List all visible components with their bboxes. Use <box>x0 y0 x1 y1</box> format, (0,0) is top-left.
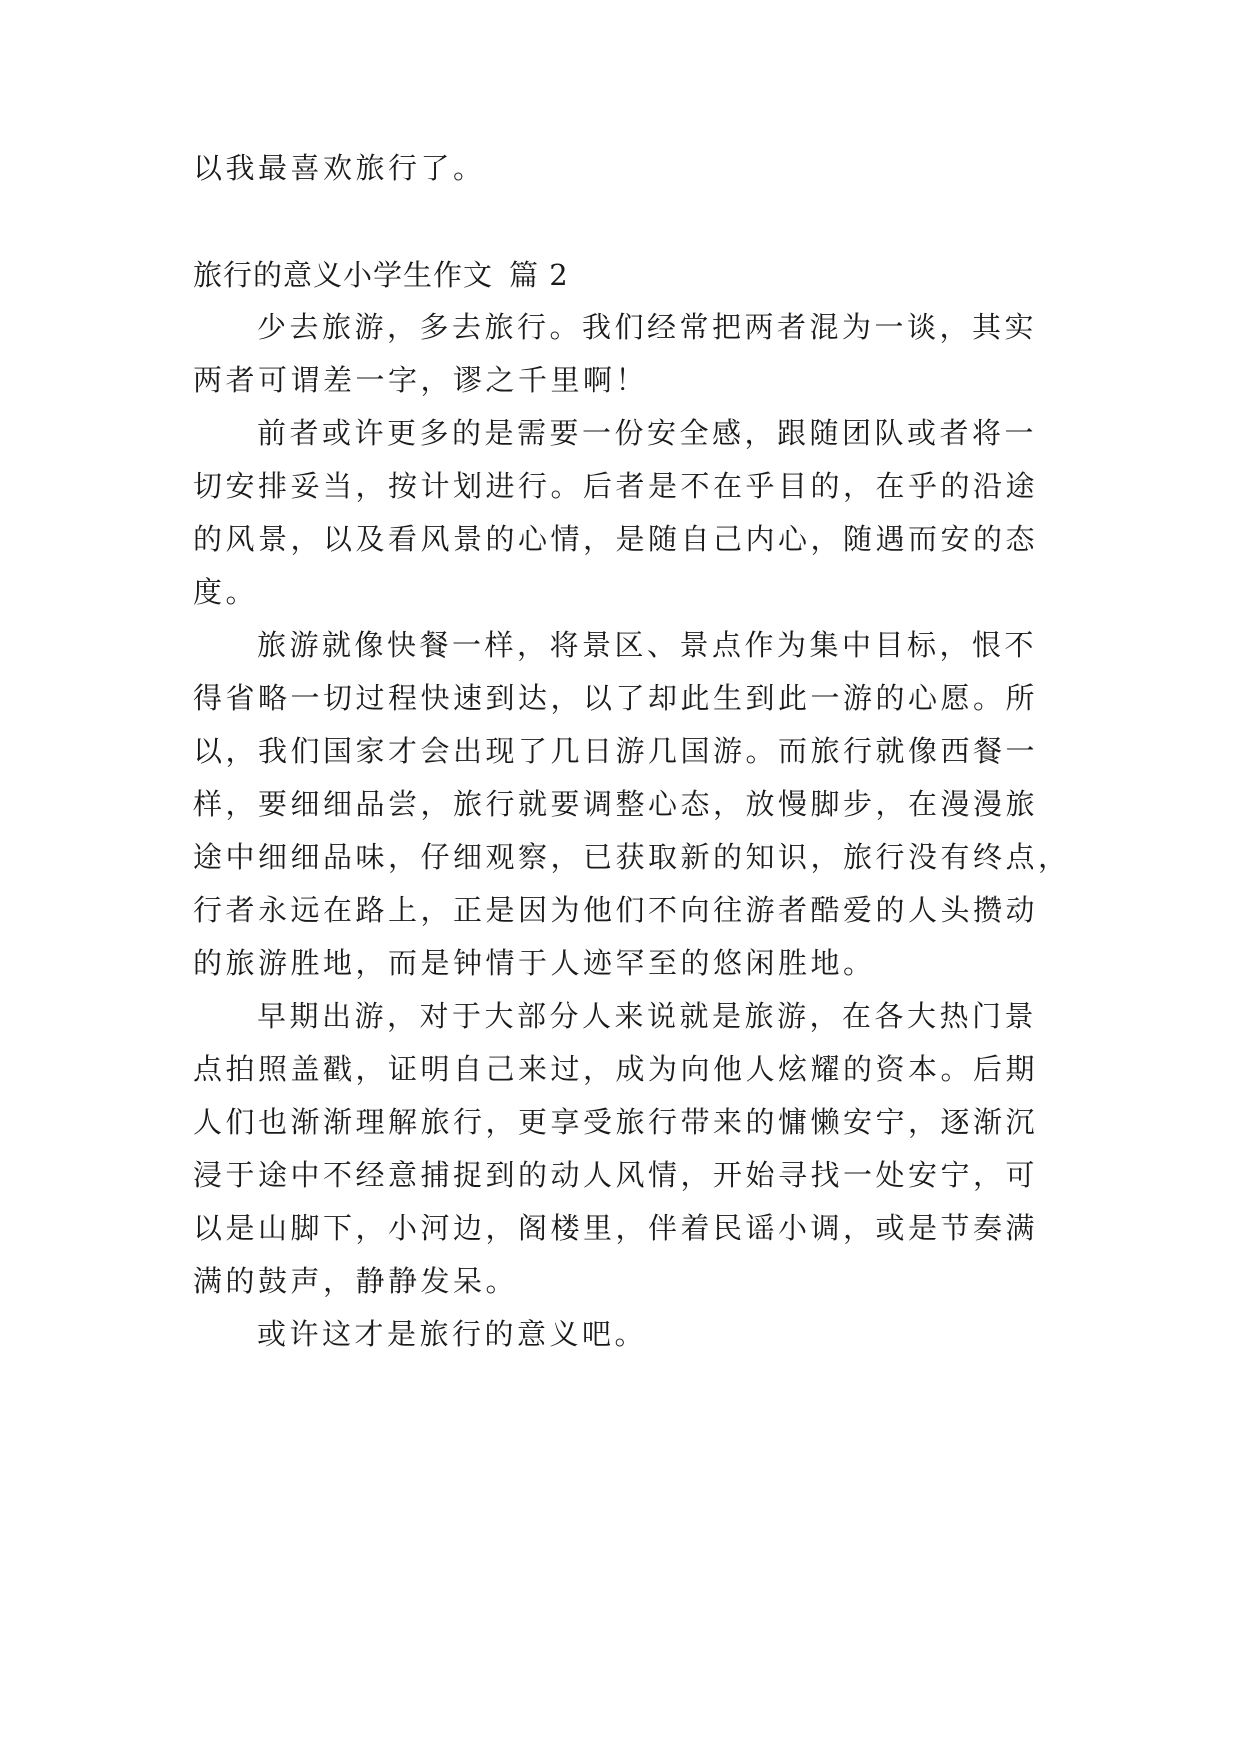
paragraph-line: 的风景，以及看风景的心情，是随自己内心，随遇而安的态 <box>193 522 1039 556</box>
paragraph-line: 两者可谓差一字，谬之千里啊！ <box>193 363 649 397</box>
paragraph-line: 得省略一切过程快速到达，以了却此生到此一游的心愿。所 <box>193 681 1039 715</box>
paragraph-line: 人们也渐渐理解旅行，更享受旅行带来的慵懒安宁，逐渐沉 <box>193 1105 1039 1139</box>
heading-number: 篇 2 <box>509 258 569 292</box>
heading-title: 旅行的意义小学生作文 <box>193 258 494 292</box>
paragraph-line: 途中细细品味，仔细观察，已获取新的知识，旅行没有终点， <box>193 840 1071 874</box>
paragraph-line: 以，我们国家才会出现了几日游几国游。而旅行就像西餐一 <box>193 734 1039 768</box>
paragraph-line: 浸于途中不经意捕捉到的动人风情，开始寻找一处安宁，可 <box>193 1158 1039 1192</box>
paragraph-line: 点拍照盖戳，证明自己来过，成为向他人炫耀的资本。后期 <box>193 1052 1039 1086</box>
paragraph-line: 早期出游，对于大部分人来说就是旅游，在各大热门景 <box>257 999 1038 1033</box>
paragraph-line: 的旅游胜地，而是钟情于人迹罕至的悠闲胜地。 <box>193 946 876 980</box>
paragraph-line: 行者永远在路上，正是因为他们不向往游者酷爱的人头攒动 <box>193 893 1039 927</box>
paragraph-line: 满的鼓声，静静发呆。 <box>193 1264 519 1298</box>
paragraph-line: 少去旅游，多去旅行。我们经常把两者混为一谈，其实 <box>257 310 1038 344</box>
section-heading <box>193 255 569 295</box>
paragraph-line: 度。 <box>193 575 259 609</box>
paragraph-line: 前者或许更多的是需要一份安全感，跟随团队或者将一 <box>257 416 1038 450</box>
paragraph-line: 以是山脚下，小河边，阁楼里，伴着民谣小调，或是节奏满 <box>193 1211 1039 1245</box>
paragraph-line: 或许这才是旅行的意义吧。 <box>257 1317 648 1351</box>
paragraph-line: 以我最喜欢旅行了。 <box>193 151 486 185</box>
paragraph-line: 样，要细细品尝，旅行就要调整心态，放慢脚步，在漫漫旅 <box>193 787 1039 821</box>
paragraph-line: 切安排妥当，按计划进行。后者是不在乎目的，在乎的沿途 <box>193 469 1039 503</box>
paragraph-line: 旅游就像快餐一样，将景区、景点作为集中目标，恨不 <box>257 628 1038 662</box>
